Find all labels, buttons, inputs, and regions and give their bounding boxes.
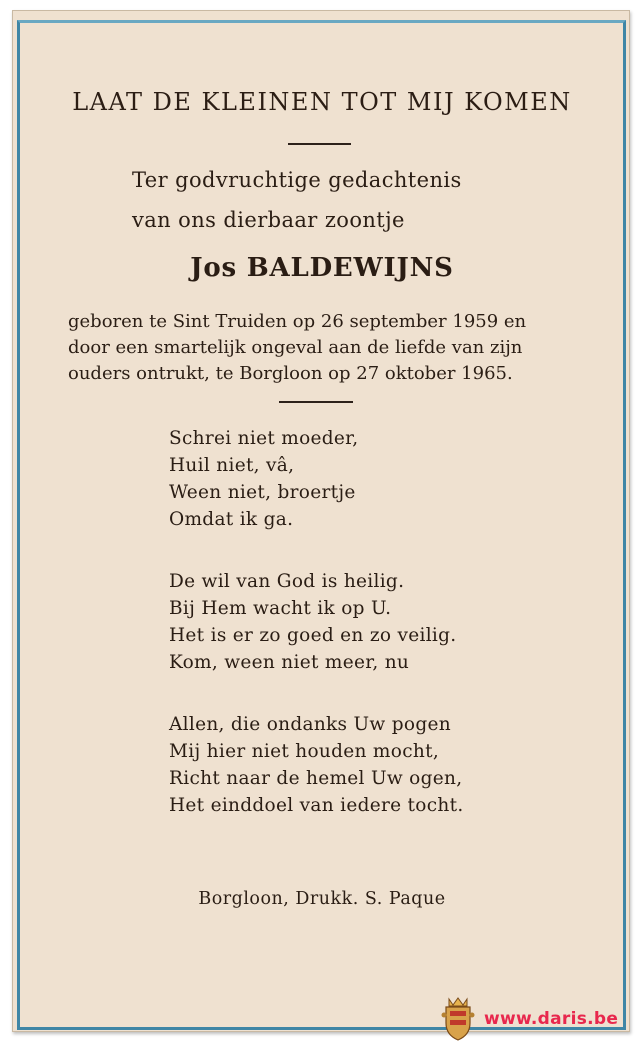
bio-line-2: door een smartelijk ongeval aan de liefde van zijn bbox=[68, 337, 523, 358]
poem-line: Huil niet, vâ, bbox=[169, 455, 295, 476]
poem-line: Bij Hem wacht ik op U. bbox=[169, 598, 392, 619]
poem-line: Allen, die ondanks Uw pogen bbox=[169, 714, 451, 735]
poem-line: Het einddoel van iedere tocht. bbox=[169, 795, 464, 816]
divider-middle bbox=[279, 401, 353, 403]
poem-line: Kom, ween niet meer, nu bbox=[169, 652, 410, 673]
bio-line-1: geboren te Sint Truiden op 26 september 1959 en bbox=[68, 311, 527, 332]
poem-line: Richt naar de hemel Uw ogen, bbox=[169, 768, 463, 789]
poem-line: Omdat ik ga. bbox=[169, 509, 294, 530]
crest-icon bbox=[441, 995, 475, 1041]
bio-line-3: ouders ontrukt, te Borgloon op 27 oktober 1965. bbox=[68, 363, 513, 384]
dedication-line-1: Ter godvruchtige gedachtenis bbox=[132, 168, 462, 192]
watermark-link[interactable]: www.daris.be bbox=[484, 1009, 619, 1029]
printer-credit: Borgloon, Drukk. S. Paque bbox=[198, 889, 446, 909]
heading: LAAT DE KLEINEN TOT MIJ KOMEN bbox=[72, 88, 572, 116]
poem-line: De wil van God is heilig. bbox=[169, 571, 405, 592]
poem-line: Ween niet, broertje bbox=[169, 482, 356, 503]
poem-line: Het is er zo goed en zo veilig. bbox=[169, 625, 457, 646]
poem-line: Mij hier niet houden mocht, bbox=[169, 741, 439, 762]
divider-top bbox=[288, 143, 351, 145]
deceased-name: Jos BALDEWIJNS bbox=[190, 253, 454, 283]
dedication-line-2: van ons dierbaar zoontje bbox=[132, 208, 405, 232]
poem-line: Schrei niet moeder, bbox=[169, 428, 359, 449]
